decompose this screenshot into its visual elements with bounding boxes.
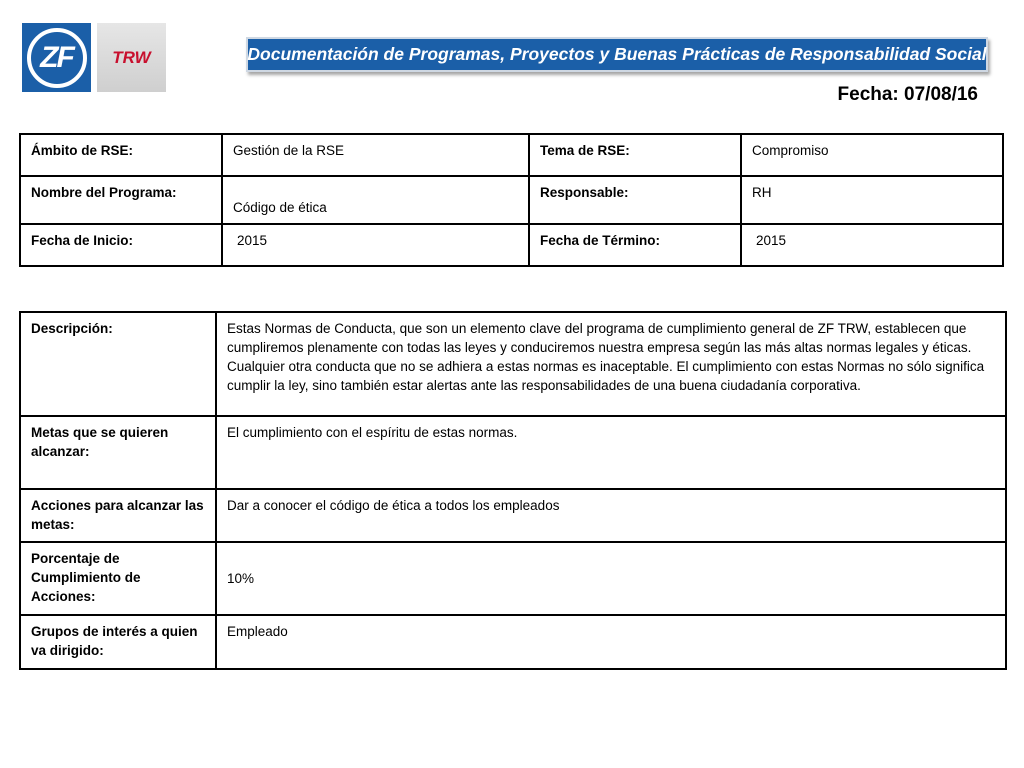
page-title-banner [246, 37, 988, 72]
page-title: Documentación de Programas, Proyectos y Buenas Prácticas de Responsabilidad Social [247, 44, 987, 64]
tema-label: Tema de RSE: [529, 134, 741, 176]
metas-value: El cumplimiento con el espíritu de estas normas. [216, 416, 1006, 489]
porcentaje-label: Porcentaje de Cumplimiento de Acciones: [20, 542, 216, 615]
table-row [20, 489, 1006, 542]
trw-logo-mark: TRW [112, 47, 151, 67]
ambito-value: Gestión de la RSE [222, 134, 529, 176]
program-details-table [19, 311, 1007, 670]
acciones-value: Dar a conocer el código de ética a todos los empleados [216, 489, 1006, 542]
zf-logo [22, 23, 91, 92]
metas-label: Metas que se quieren alcanzar: [20, 416, 216, 489]
fecha-termino-value: 2015 [741, 224, 1003, 266]
responsable-label: Responsable: [529, 176, 741, 224]
grupos-label: Grupos de interés a quien va dirigido: [20, 615, 216, 669]
table-row [20, 224, 1003, 266]
table-row [20, 615, 1006, 669]
responsable-value: RH [741, 176, 1003, 224]
tema-value: Compromiso [741, 134, 1003, 176]
acciones-label: Acciones para alcanzar las metas: [20, 489, 216, 542]
fecha-inicio-label: Fecha de Inicio: [20, 224, 222, 266]
fecha-inicio-value: 2015 [222, 224, 529, 266]
table-row [20, 312, 1006, 416]
nombre-programa-value: Código de ética [222, 176, 529, 224]
table-row [20, 542, 1006, 615]
descripcion-value: Estas Normas de Conducta, que son un elemento clave del programa de cumplimiento general de ZF TRW, establecen que cumpliremos plenamente con todas las leyes y conduciremos nuestra empresa según las más altas normas legales y éticas. Cualquier otra conducta que no se adhiera a estas normas es inaceptable. El cumplimiento con estas Normas no sólo significa cumplir la ley, sino también estar alertas ante las responsabilidades de una buena ciudadanía corporativa. [216, 312, 1006, 416]
ambito-label: Ámbito de RSE: [20, 134, 222, 176]
porcentaje-value: 10% [216, 542, 1006, 615]
table-row [20, 134, 1003, 176]
descripcion-label: Descripción: [20, 312, 216, 416]
program-info-table [19, 133, 1004, 267]
trw-logo [97, 23, 166, 92]
table-row [20, 416, 1006, 489]
fecha-termino-label: Fecha de Término: [529, 224, 741, 266]
nombre-programa-label: Nombre del Programa: [20, 176, 222, 224]
table-row [20, 176, 1003, 224]
document-date: Fecha: 07/08/16 [837, 84, 978, 105]
grupos-value: Empleado [216, 615, 1006, 669]
zf-logo-mark: ZF [27, 28, 87, 88]
